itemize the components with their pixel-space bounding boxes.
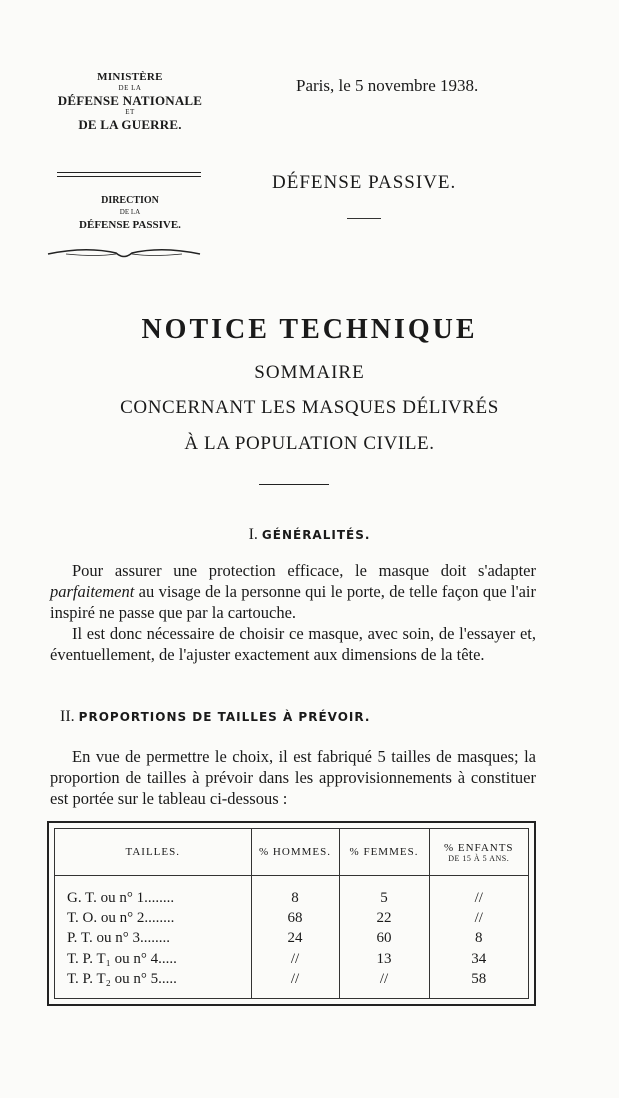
header-enfants [429,829,528,876]
section-heading-1 [0,526,619,544]
section-number: II. [60,708,75,725]
header-enfants-label: % ENFANTS [443,841,514,854]
table-row [55,890,528,910]
table-row [55,930,528,950]
header-hommes: % HOMMES. [251,829,339,876]
value-femmes: 13 [339,951,429,971]
size-label: P. T. ou n° 3........ [55,930,251,950]
ministry-line: ET [125,108,135,116]
direction-line: DÉFENSE PASSIVE. [79,219,181,231]
title-main: NOTICE TECHNIQUE [141,314,478,345]
ministry-line: DE LA GUERRE. [78,117,182,132]
table-row [55,951,528,971]
section-title: PROPORTIONS DE TAILLES À PRÉVOIR. [78,710,371,724]
sizes-table [55,829,528,998]
paragraph: En vue de permettre le choix, il est fabriqué 5 tailles de masques; la proportion de tailles à prévoir dans les approvisionnements à constituer est portée sur le tableau ci-dessous : [50,747,536,808]
direction-line: DE LA [119,208,141,216]
value-hommes: // [251,951,339,971]
direction-block [40,196,220,231]
value-enfants: // [474,890,483,906]
value-enfants: 34 [471,950,487,967]
size-label: T. O. ou n° 2........ [55,910,251,930]
paragraph: Il est donc nécessaire de choisir ce masque, avec soin, de l'essayer et, éventuellement, de l'ajuster exactement aux dimensions de la tête. [50,624,536,664]
section-number: I. [248,526,258,543]
ornamental-swash [46,244,202,264]
table-row [55,910,528,930]
title-rule [259,484,329,485]
header-double-rule [57,172,201,177]
section-title: GÉNÉRALITÉS. [261,528,371,542]
title-line: CONCERNANT LES MASQUES DÉLIVRÉS [120,397,499,418]
ministry-line: DÉFENSE NATIONALE [57,93,203,108]
value-enfants: 8 [475,930,483,947]
emphasis: parfaitement [50,582,135,601]
ministry-line: MINISTÈRE [97,71,163,83]
section-heading-2 [60,708,370,726]
size-label: G. T. ou n° 1........ [55,890,251,910]
title-subtitle: SOMMAIRE [254,362,365,383]
service-heading: DÉFENSE PASSIVE. [272,172,457,193]
sizes-table-inner [54,828,529,999]
ministry-block [40,72,220,133]
sizes-table-frame [47,821,536,1006]
table-spacer [55,876,528,891]
value-hommes: 24 [251,930,339,950]
document-date: Paris, le 5 novembre 1938. [296,76,479,95]
value-femmes: 22 [339,910,429,930]
value-femmes: 60 [339,930,429,950]
value-hommes: // [251,971,339,998]
table-row [55,971,528,998]
value-enfants: // [474,910,483,927]
value-hommes: 68 [251,910,339,930]
short-rule [347,218,381,219]
header-tailles: TAILLES. [55,829,251,876]
text-run: Pour assurer une protection efficace, le masque doit s'adapter [72,561,536,580]
header-femmes: % FEMMES. [339,829,429,876]
ministry-line: DE LA [118,84,142,92]
section-1-body [50,560,536,665]
size-label: T. P. T₂ ou n° 5..... [55,971,251,998]
table-header-row [55,829,528,876]
size-label: T. P. T₁ ou n° 4..... [55,951,251,971]
direction-line: DIRECTION [101,195,159,206]
text-run: au visage de la personne qui le porte, de telle façon que l'air inspiré ne passe que par la cartouche. [50,582,536,622]
value-enfants: 58 [471,970,487,987]
value-femmes: // [339,971,429,998]
value-hommes: 8 [251,890,339,910]
value-femmes: 5 [339,890,429,910]
section-2-body [50,746,536,809]
title-line: À LA POPULATION CIVILE. [184,433,435,454]
paragraph [50,560,536,623]
header-enfants-sub: DE 15 À 5 ANS. [448,853,510,863]
